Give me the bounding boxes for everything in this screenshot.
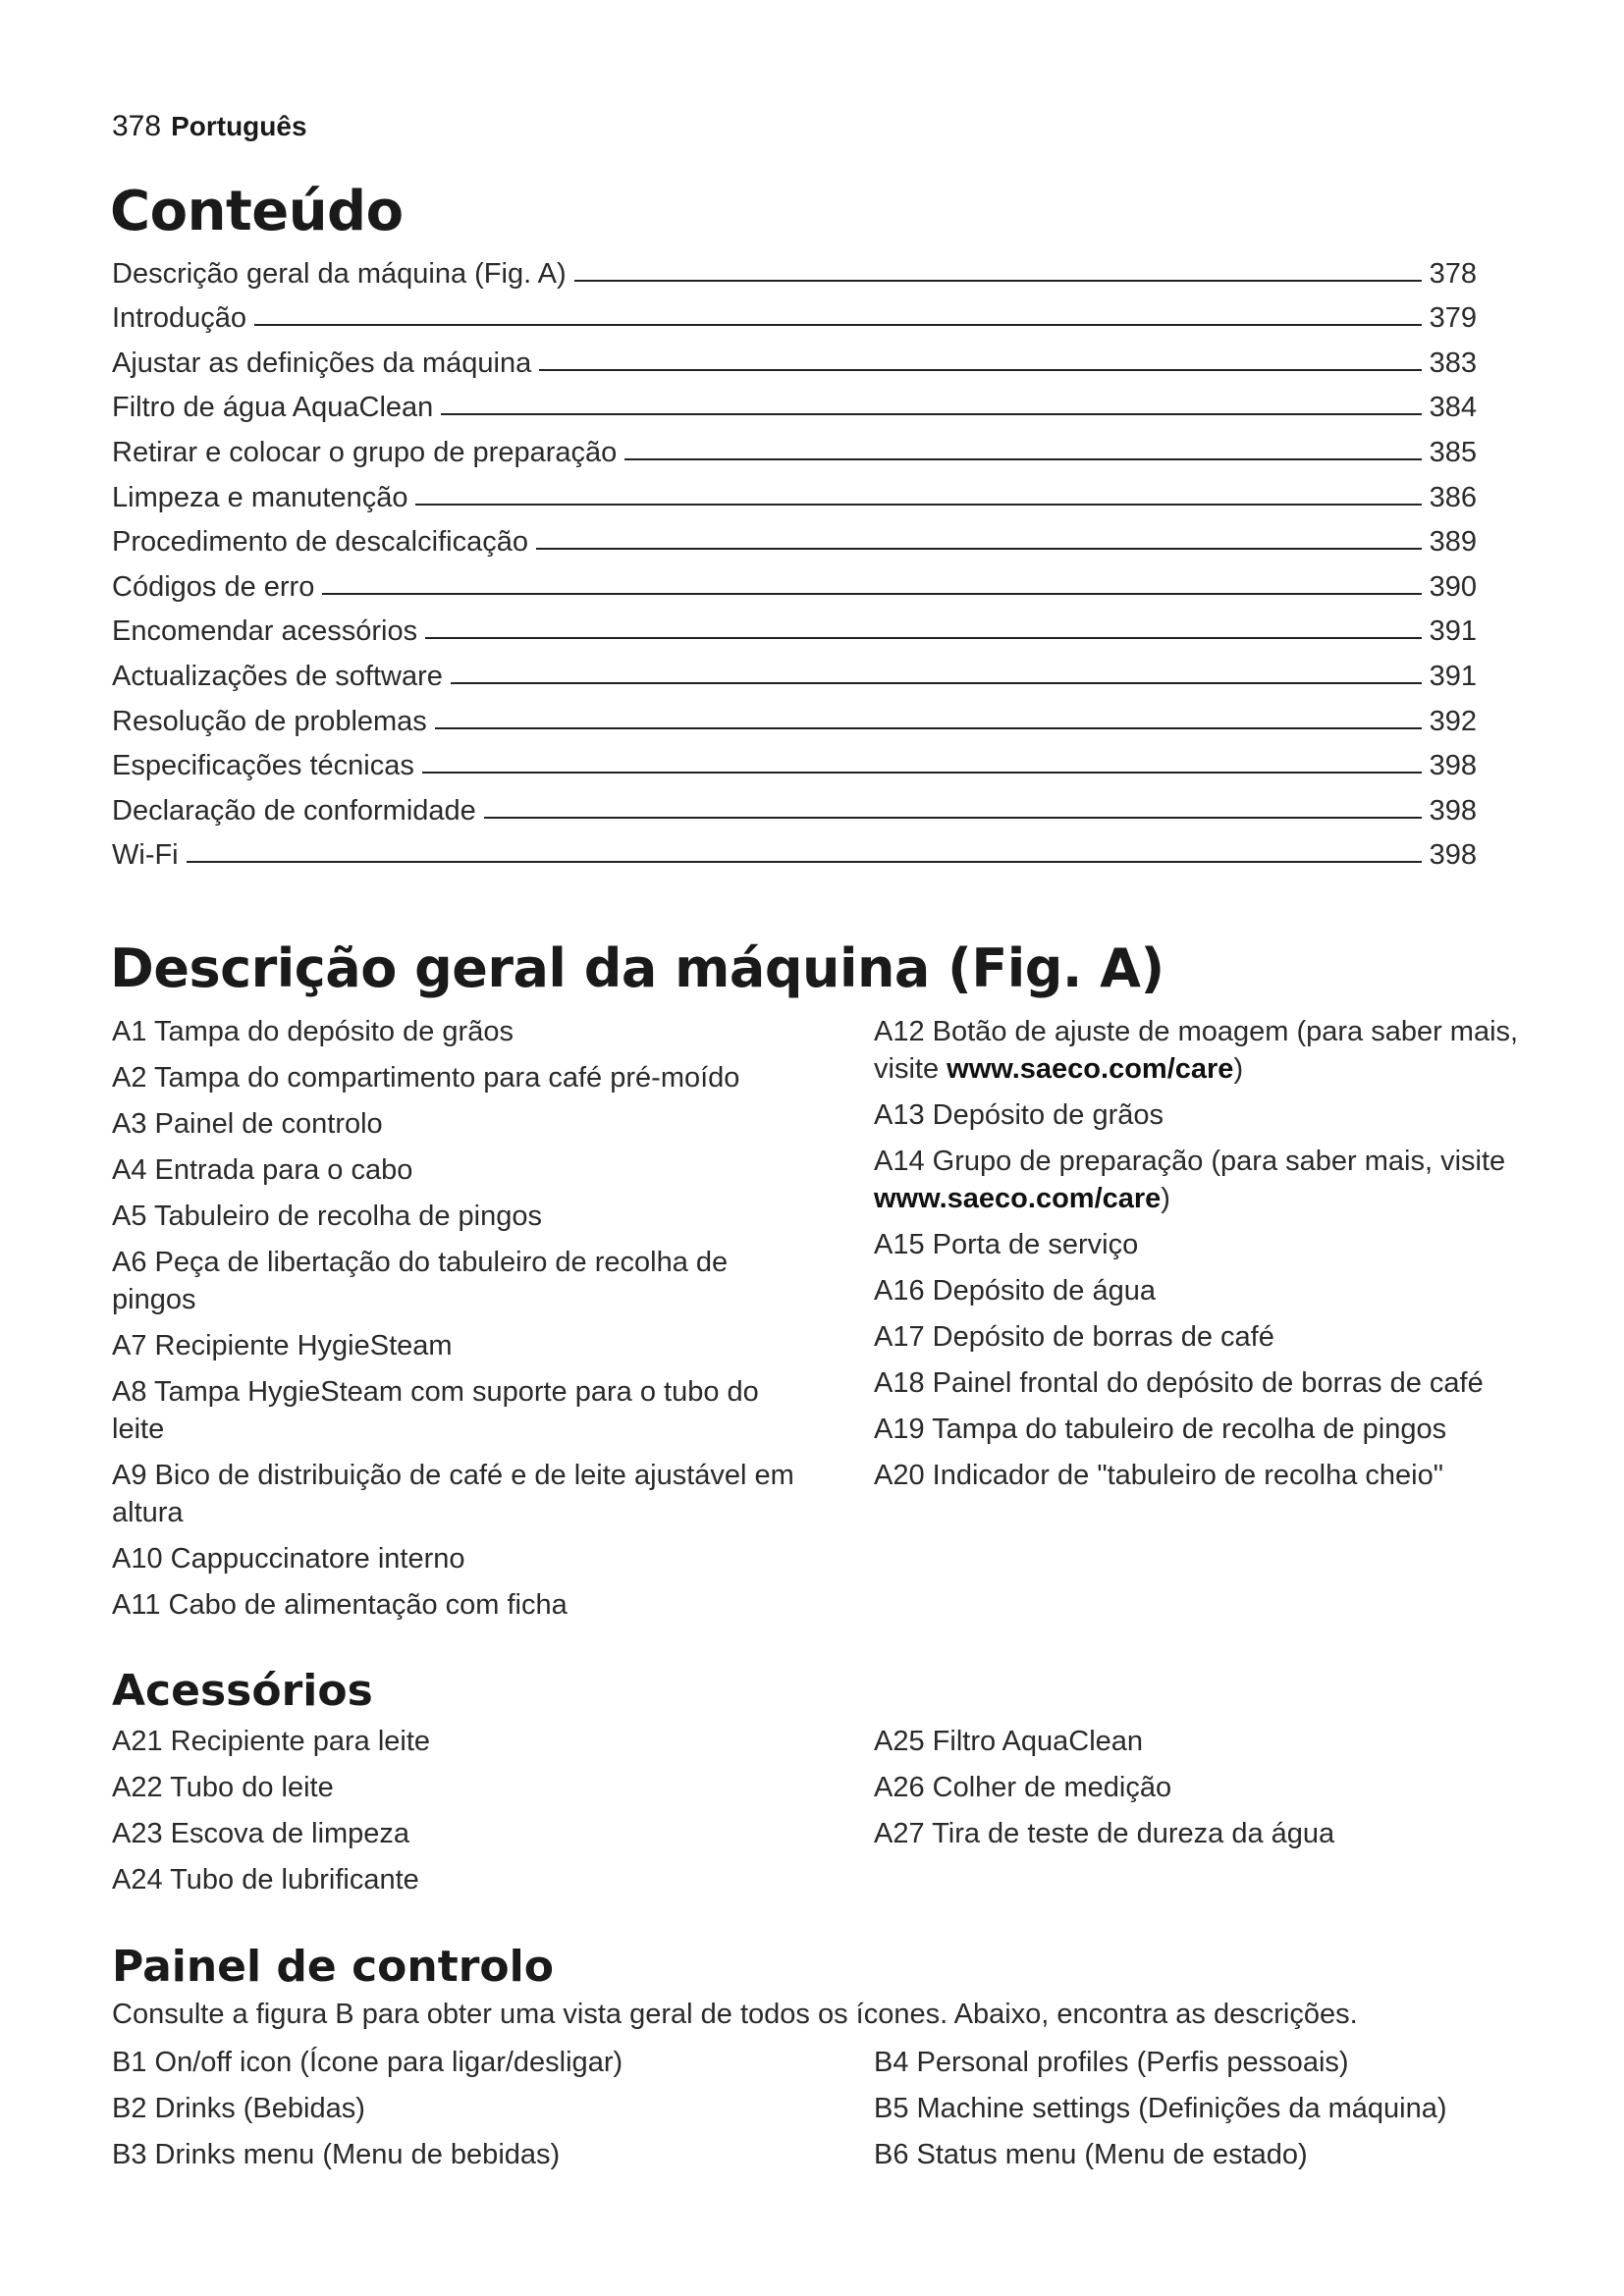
toc-entry-label: Actualizações de software: [112, 660, 443, 692]
toc-entry-page: 398: [1429, 839, 1477, 872]
accessories-right-column: [874, 1723, 1542, 1861]
list-item: B2 Drinks (Bebidas): [112, 2093, 365, 2124]
list-item: B4 Personal profiles (Perfis pessoais): [874, 2047, 1349, 2078]
item-text: A10 Cappuccinatore interno: [112, 1543, 465, 1575]
list-item: [112, 1373, 799, 1448]
toc-entry-label: Wi-Fi: [112, 839, 179, 872]
item-text: A8 Tampa HygieSteam com suporte para o tubo do leite: [112, 1376, 759, 1445]
item-text: A4 Entrada para o cabo: [112, 1154, 413, 1186]
toc-entry-page: 379: [1429, 302, 1477, 335]
toc-leader-line: [435, 727, 1422, 729]
list-item: [874, 1411, 1542, 1448]
item-text: A3 Painel de controlo: [112, 1108, 383, 1140]
toc-leader-line: [187, 861, 1422, 863]
item-text-after: ): [1161, 1183, 1170, 1214]
overview-right-column: [874, 1013, 1542, 1503]
toc-entry-label: Especificações técnicas: [112, 750, 414, 782]
table-of-contents: [112, 245, 1477, 872]
list-item: [874, 1143, 1542, 1217]
toc-leader-line: [536, 548, 1422, 550]
toc-leader-line: [422, 772, 1422, 774]
list-item: [112, 1059, 799, 1096]
item-text: A15 Porta de serviço: [874, 1229, 1139, 1260]
list-item: B5 Machine settings (Definições da máquina): [874, 2093, 1447, 2124]
toc-entry-label: Filtro de água AquaClean: [112, 392, 434, 424]
control-panel-intro: Consulte a figura B para obter uma vista geral de todos os ícones. Abaixo, encontra as descrições.: [112, 1999, 1358, 2030]
list-item: A25 Filtro AquaClean: [874, 1726, 1144, 1757]
toc-entry[interactable]: [112, 424, 1477, 469]
toc-entry[interactable]: [112, 828, 1477, 873]
toc-entry-page: 391: [1429, 660, 1477, 692]
page-language: Português: [171, 111, 307, 141]
item-text: A12 Botão de ajuste de moagem (para saber mais, visite: [874, 1016, 1519, 1085]
toc-entry-page: 398: [1429, 794, 1477, 827]
item-text: A16 Depósito de água: [874, 1275, 1156, 1307]
accessories-left-column: [112, 1723, 799, 1907]
control-panel-right-column: [874, 2044, 1542, 2182]
list-item: [874, 1013, 1542, 1088]
page-number: 378: [112, 110, 162, 142]
toc-entry[interactable]: [112, 693, 1477, 738]
toc-entry-label: Retirar e colocar o grupo de preparação: [112, 436, 618, 468]
toc-leader-line: [415, 504, 1421, 506]
toc-entry-label: Resolução de problemas: [112, 705, 427, 737]
item-text: A9 Bico de distribuição de café e de leite ajustável em altura: [112, 1460, 794, 1528]
toc-leader-line: [624, 458, 1421, 460]
toc-entry-page: 391: [1429, 615, 1477, 648]
toc-entry[interactable]: [112, 380, 1477, 425]
toc-entry[interactable]: [112, 514, 1477, 560]
list-item: [112, 1151, 799, 1189]
item-text: A20 Indicador de "tabuleiro de recolha cheio": [874, 1460, 1444, 1491]
toc-entry-label: Procedimento de descalcificação: [112, 526, 528, 559]
toc-entry[interactable]: [112, 335, 1477, 380]
list-item: A27 Tira de teste de dureza da água: [874, 1818, 1335, 1849]
list-item: A26 Colher de medição: [874, 1772, 1172, 1803]
toc-leader-line: [574, 280, 1422, 282]
list-item: [874, 1457, 1542, 1494]
item-text: A13 Depósito de grãos: [874, 1099, 1164, 1131]
list-item: [874, 1364, 1542, 1402]
toc-entry[interactable]: [112, 245, 1477, 291]
toc-entry[interactable]: [112, 559, 1477, 604]
toc-leader-line: [322, 593, 1421, 595]
toc-entry-label: Códigos de erro: [112, 570, 315, 603]
item-text: A2 Tampa do compartimento para café pré-moído: [112, 1062, 740, 1094]
list-item: [112, 1327, 799, 1364]
toc-entry-page: 398: [1429, 750, 1477, 782]
list-item: B1 On/off icon (Ícone para ligar/desligar): [112, 2047, 623, 2078]
control-panel-left-column: [112, 2044, 799, 2182]
care-link[interactable]: www.saeco.com/care: [947, 1053, 1234, 1085]
toc-entry-label: Limpeza e manutenção: [112, 481, 408, 513]
toc-entry-label: Encomendar acessórios: [112, 615, 418, 648]
item-text: A5 Tabuleiro de recolha de pingos: [112, 1201, 543, 1232]
item-text: A18 Painel frontal do depósito de borras de café: [874, 1367, 1484, 1399]
toc-entry-page: 384: [1429, 392, 1477, 424]
list-item: [112, 1198, 799, 1235]
toc-leader-line: [451, 682, 1422, 684]
toc-entry[interactable]: [112, 782, 1477, 828]
list-item: A22 Tubo do leite: [112, 1772, 334, 1803]
item-text: A1 Tampa do depósito de grãos: [112, 1016, 514, 1047]
list-item: A21 Recipiente para leite: [112, 1726, 431, 1757]
toc-entry-label: Ajustar as definições da máquina: [112, 347, 532, 379]
toc-entry[interactable]: [112, 469, 1477, 514]
list-item: B6 Status menu (Menu de estado): [874, 2139, 1308, 2170]
toc-entry[interactable]: [112, 291, 1477, 336]
list-item: A23 Escova de limpeza: [112, 1818, 410, 1849]
toc-title: Conteúdo: [110, 180, 404, 243]
list-item: [112, 1013, 799, 1050]
toc-entry-page: 390: [1429, 570, 1477, 603]
toc-leader-line: [425, 637, 1422, 639]
toc-entry-page: 383: [1429, 347, 1477, 379]
item-text: A7 Recipiente HygieSteam: [112, 1330, 453, 1362]
toc-entry-page: 378: [1429, 257, 1477, 290]
list-item: [112, 1244, 799, 1318]
list-item: B3 Drinks menu (Menu de bebidas): [112, 2139, 561, 2170]
toc-leader-line: [441, 413, 1421, 415]
list-item: [112, 1586, 799, 1624]
toc-entry-page: 385: [1429, 436, 1477, 468]
overview-left-column: [112, 1013, 799, 1632]
toc-entry-page: 389: [1429, 526, 1477, 559]
page-header: [112, 110, 307, 143]
toc-leader-line: [484, 817, 1422, 819]
item-text: A6 Peça de libertação do tabuleiro de recolha de pingos: [112, 1247, 729, 1315]
overview-title: Descrição geral da máquina (Fig. A): [110, 937, 1164, 999]
list-item: [112, 1457, 799, 1531]
toc-entry-label: Declaração de conformidade: [112, 794, 476, 827]
care-link[interactable]: www.saeco.com/care: [874, 1183, 1162, 1214]
list-item: [112, 1540, 799, 1577]
item-text-after: ): [1233, 1053, 1244, 1085]
toc-entry[interactable]: [112, 604, 1477, 649]
list-item: [112, 1105, 799, 1143]
list-item: [874, 1226, 1542, 1263]
item-text: A19 Tampa do tabuleiro de recolha de pingos: [874, 1414, 1447, 1445]
item-text: A17 Depósito de borras de café: [874, 1321, 1274, 1353]
item-text: A14 Grupo de preparação (para saber mais, visite: [874, 1146, 1506, 1177]
list-item: [874, 1318, 1542, 1356]
toc-leader-line: [254, 324, 1422, 326]
toc-leader-line: [539, 369, 1421, 371]
toc-entry[interactable]: [112, 738, 1477, 783]
toc-entry-page: 392: [1429, 705, 1477, 737]
list-item: A24 Tubo de lubrificante: [112, 1864, 419, 1896]
toc-entry-label: Introdução: [112, 302, 247, 335]
toc-entry-label: Descrição geral da máquina (Fig. A): [112, 257, 567, 290]
accessories-title: Acessórios: [112, 1666, 373, 1716]
list-item: [874, 1096, 1542, 1134]
item-text: A11 Cabo de alimentação com ficha: [112, 1589, 568, 1621]
toc-entry[interactable]: [112, 648, 1477, 693]
toc-entry-page: 386: [1429, 481, 1477, 513]
control-panel-title: Painel de controlo: [112, 1942, 554, 1992]
list-item: [874, 1272, 1542, 1309]
